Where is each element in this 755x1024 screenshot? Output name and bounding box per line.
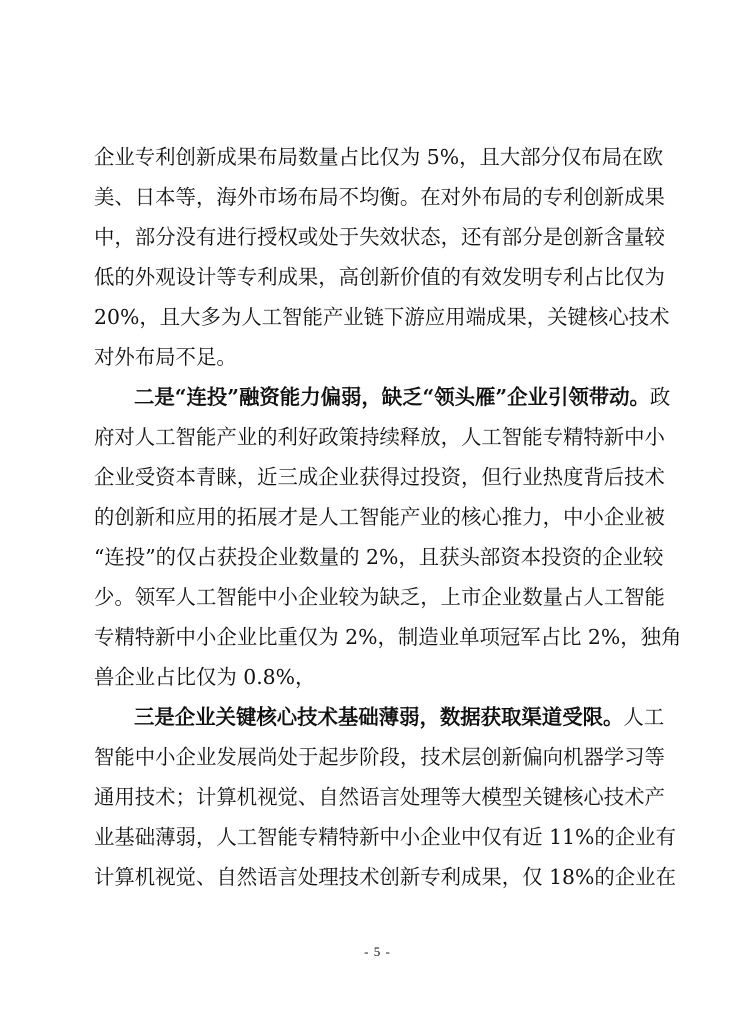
paragraph-3-heading: 三是企业关键核心技术基础薄弱，数据获取渠道受限。	[134, 705, 624, 729]
paragraph-3-line-3: 通用技术；计算机视觉、自然语言处理等大模型关键核心技术产	[94, 785, 665, 809]
paragraph-3-first-line	[134, 698, 665, 736]
paragraph-3-line-4: 业基础薄弱，人工智能专精特新中小企业中仅有近 11%的企业有	[94, 825, 676, 849]
paragraph-1-line-4: 低的外观设计等专利成果，高创新价值的有效发明专利占比仅为	[94, 265, 665, 289]
paragraph-3-line-2: 智能中小企业发展尚处于起步阶段，技术层创新偏向机器学习等	[94, 745, 665, 769]
paragraph-2-line-6: 少。领军人工智能中小企业较为缺乏，上市企业数量占人工智能	[94, 585, 665, 609]
paragraph-1-line-1: 企业专利创新成果布局数量占比仅为 5%，且大部分仅布局在欧	[94, 145, 663, 169]
page-number: - 5 -	[364, 944, 391, 959]
paragraph-3-first-line-rest: 人工	[623, 705, 665, 729]
paragraph-2-line-3: 企业受资本青睐，近三成企业获得过投资，但行业热度背后技术	[94, 465, 665, 489]
paragraph-1-line-5: 20%，且大多为人工智能产业链下游应用端成果，关键核心技术	[94, 305, 670, 329]
paragraph-3-line-5: 计算机视觉、自然语言处理技术创新专利成果，仅 18%的企业在	[94, 865, 676, 889]
paragraph-2-line-2: 府对人工智能产业的利好政策持续释放，人工智能专精特新中小	[94, 425, 665, 449]
paragraph-2-first-line-rest: 政	[649, 385, 671, 409]
paragraph-1-line-3: 中，部分没有进行授权或处于失效状态，还有部分是创新含量较	[94, 225, 665, 249]
paragraph-2-line-4: 的创新和应用的拓展才是人工智能产业的核心推力，中小企业被	[94, 505, 665, 529]
paragraph-2-line-5: “连投”的仅占获投企业数量的 2%，且获头部资本投资的企业较	[94, 545, 664, 569]
paragraph-2-heading: 二是“连投”融资能力偏弱，缺乏“领头雁”企业引领带动。	[134, 385, 650, 409]
paragraph-1-line-2: 美、日本等，海外市场布局不均衡。在对外布局的专利创新成果	[94, 185, 665, 209]
paragraph-2-line-7: 专精特新中小企业比重仅为 2%，制造业单项冠军占比 2%，独角	[94, 625, 682, 649]
paragraph-1-line-6: 对外布局不足。	[94, 345, 237, 369]
paragraph-2-first-line	[134, 378, 671, 416]
paragraph-2-line-8: 兽企业占比仅为 0.8%，	[94, 665, 316, 689]
